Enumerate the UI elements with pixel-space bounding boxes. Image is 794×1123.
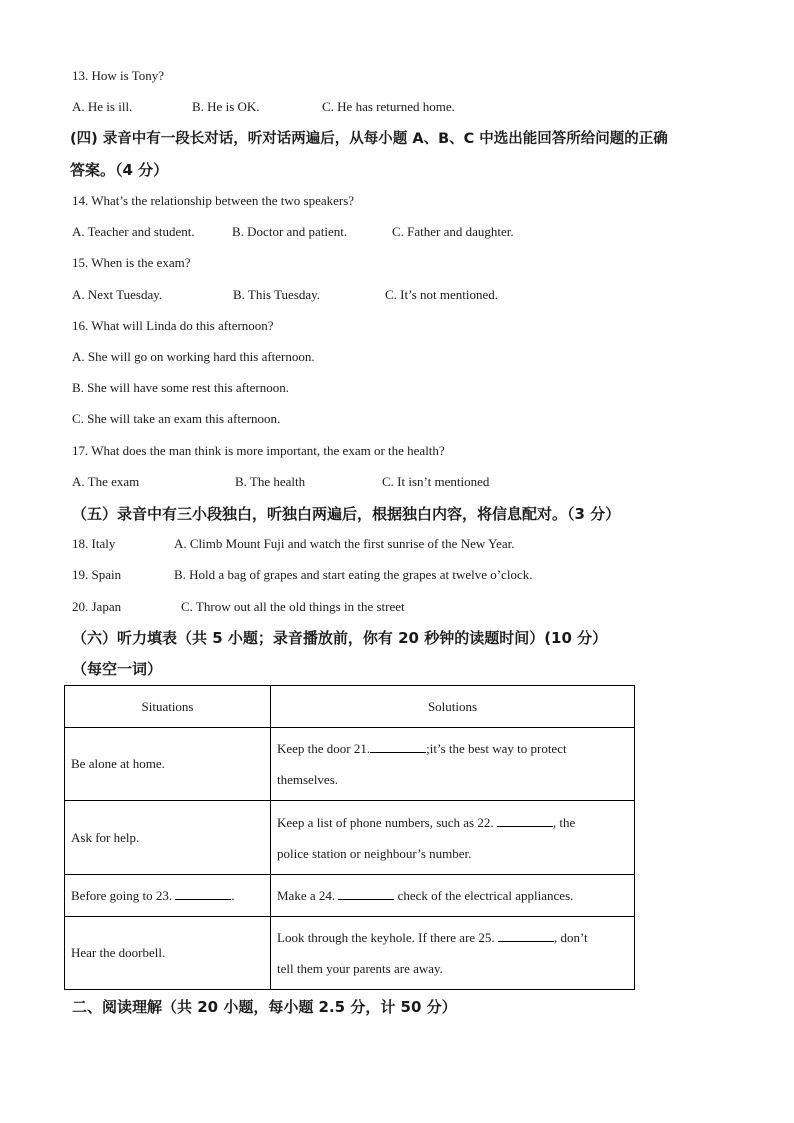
solution-cell (271, 801, 635, 875)
option-c: C. He has returned home. (322, 99, 455, 114)
option-c: C. Father and daughter. (392, 224, 514, 239)
answer-blank-25 (498, 929, 554, 942)
situation-text: Before going to 23. (71, 888, 173, 903)
option-c: C. It isn’t mentioned (382, 474, 490, 489)
solution-text: police station or neighbour’s number. (277, 845, 472, 861)
solution-cell (271, 728, 635, 801)
section-4-heading-cont: 答案。（4 分） (70, 161, 169, 179)
part-2-heading: 二、阅读理解（共 20 小题，每小题 2.5 分，计 50 分） (72, 998, 457, 1016)
option-c: C. It’s not mentioned. (385, 287, 499, 302)
answer-blank-24 (338, 887, 394, 900)
option-a: A. Teacher and student. (72, 224, 195, 239)
solution-text: Keep the door 21. (277, 741, 371, 756)
situation-cell: Ask for help. (65, 801, 271, 875)
solution-text: , the (552, 814, 576, 830)
table-row (65, 728, 635, 801)
option-a: A. The exam (72, 474, 140, 489)
option-b: B. This Tuesday. (233, 287, 321, 302)
column-header: Solutions (271, 686, 635, 728)
match-country: 20. Japan (72, 599, 122, 614)
situation-cell (65, 875, 271, 917)
section-6-heading: （六）听力填表（共 5 小题；录音播放前，你有 20 秒钟的读题时间）(10 分） (72, 629, 608, 647)
answer-blank-23 (175, 887, 231, 900)
table-row (65, 801, 635, 875)
question-15: 15. When is the exam? (72, 255, 191, 270)
table-header-row (65, 686, 635, 728)
option-a: A. He is ill. (72, 99, 133, 114)
solution-text: themselves. (277, 772, 339, 787)
option-16-a: A. She will go on working hard this afternoon. (72, 349, 315, 364)
solution-text: Keep a list of phone numbers, such as 22. (277, 814, 494, 830)
table-row (65, 875, 635, 917)
solution-text: ;it’s the best way to protect (426, 741, 567, 756)
table-row (65, 917, 635, 990)
section-4-heading: (四) 录音中有一段长对话，听对话两遍后，从每小题 A、B、C 中选出能回答所给问题的正确 (70, 131, 668, 147)
match-activity: C. Throw out all the old things in the street (181, 599, 405, 614)
situation-cell: Hear the doorbell. (65, 917, 271, 990)
question-16: 16. What will Linda do this afternoon? (72, 318, 274, 333)
question-13: 13. How is Tony? (72, 68, 165, 83)
solution-text: , don’t (553, 930, 588, 945)
match-country: 18. Italy (72, 536, 116, 551)
match-activity: A. Climb Mount Fuji and watch the first sunrise of the New Year. (174, 536, 515, 551)
solutions-table (64, 685, 635, 990)
column-header: Situations (65, 686, 271, 728)
solution-text: Make a 24. (277, 888, 336, 903)
option-b: B. Doctor and patient. (232, 224, 348, 239)
solution-cell (271, 917, 635, 990)
question-14: 14. What’s the relationship between the two speakers? (72, 193, 355, 208)
option-16-b: B. She will have some rest this afternoon. (72, 380, 289, 395)
situation-text: . (231, 888, 235, 903)
question-17: 17. What does the man think is more important, the exam or the health? (72, 443, 445, 458)
option-a: A. Next Tuesday. (72, 287, 163, 302)
option-b: B. He is OK. (192, 99, 260, 114)
section-5-heading: （五）录音中有三小段独白，听独白两遍后，根据独白内容，将信息配对。（3 分） (72, 505, 621, 523)
option-b: B. The health (235, 474, 306, 489)
situation-cell: Be alone at home. (65, 728, 271, 801)
solution-text: tell them your parents are away. (277, 961, 443, 976)
answer-blank-22 (497, 814, 553, 827)
solution-text: Look through the keyhole. If there are 25. (277, 930, 495, 945)
option-16-c: C. She will take an exam this afternoon. (72, 411, 281, 426)
answer-blank-21 (370, 740, 426, 753)
match-country: 19. Spain (72, 567, 122, 582)
solution-text: check of the electrical appliances. (397, 888, 574, 903)
match-activity: B. Hold a bag of grapes and start eating the grapes at twelve o’clock. (174, 567, 533, 582)
section-6-subtitle: （每空一词） (72, 660, 163, 678)
solution-cell (271, 875, 635, 917)
